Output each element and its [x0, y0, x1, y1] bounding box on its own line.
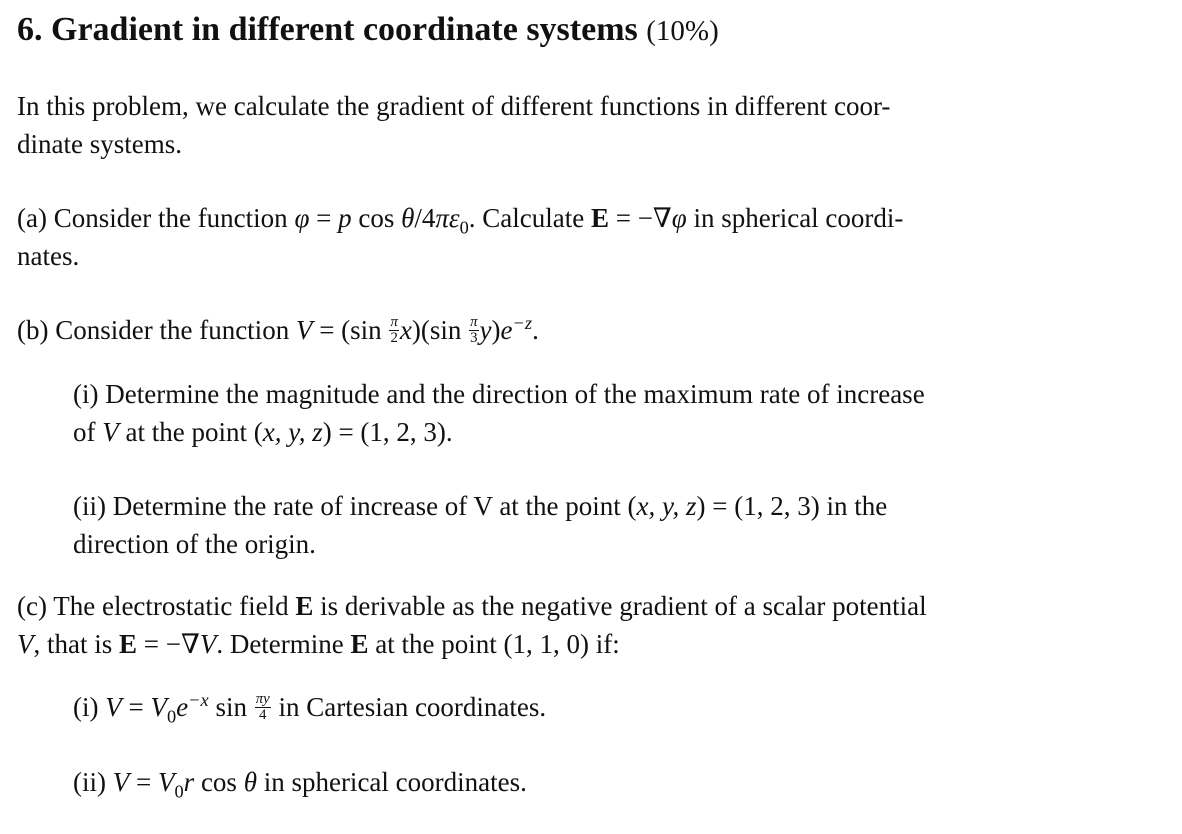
math-sin: sin: [208, 692, 254, 722]
math-V: V: [157, 767, 175, 797]
math-fraction: $\frac{\pi y}{4}$: [255, 691, 270, 724]
math-op: = −∇: [608, 203, 672, 233]
math-op: = −∇: [137, 629, 200, 659]
math-subscript: 0: [459, 217, 469, 238]
math-p: p: [338, 203, 352, 233]
part-b-line-1: [17, 313, 539, 348]
part-c-ii-line: [73, 765, 527, 802]
math-exponent: −z: [512, 313, 533, 333]
math-V: V: [102, 417, 119, 447]
part-a-line-2: nates.: [17, 241, 80, 271]
math-op: =: [121, 692, 151, 722]
part-c-ii-text: in spherical coordinates.: [256, 767, 527, 797]
problem-title: 6. Gradient in different coordinate systems: [17, 11, 638, 48]
part-c-i-text: in Cartesian coordinates.: [271, 692, 547, 722]
math-theta: θ: [243, 767, 257, 797]
part-a-text: in spherical coordi-: [686, 203, 904, 233]
math-op: .: [532, 315, 539, 345]
part-b-ii-line-2: direction of the origin.: [73, 529, 316, 559]
math-pi: π: [435, 203, 449, 233]
part-b-text: (b) Consider the function: [17, 315, 296, 345]
part-c-ii-text: (ii): [73, 767, 113, 797]
math-op: = (sin: [312, 315, 389, 345]
math-cos: cos: [194, 767, 244, 797]
math-r: r: [183, 767, 195, 797]
part-b-i-text: ) = (1, 2, 3).: [322, 417, 453, 447]
math-xyz: x, y, z: [636, 491, 697, 521]
part-b-ii-text: (ii) Determine the rate of increase of V at the point (: [73, 491, 637, 521]
part-b-ii-text: ) = (1, 2, 3) in the: [696, 491, 888, 521]
part-b-i-text: at the point (: [118, 417, 263, 447]
math-op: =: [309, 203, 339, 233]
part-c-i-line: [73, 690, 546, 725]
math-subscript: 0: [166, 706, 177, 727]
math-E-field: E: [295, 591, 314, 621]
intro-line-2: dinate systems.: [17, 129, 182, 159]
math-e: e: [176, 692, 189, 722]
math-y: y: [479, 315, 492, 345]
math-op: =: [129, 767, 158, 797]
math-op: )(sin: [411, 315, 469, 345]
intro-line-1: In this problem, we calculate the gradient of different functions in different coor-: [17, 91, 891, 121]
part-a-line-1: [17, 201, 904, 238]
math-exponent: −x: [188, 690, 209, 710]
math-E-field: E: [350, 629, 369, 659]
part-b-i-line-2: [73, 415, 453, 449]
math-theta: θ: [401, 203, 415, 233]
part-c-text: , that is: [33, 629, 119, 659]
math-V: V: [112, 767, 130, 797]
part-c-text: (c) The electrostatic field: [17, 591, 296, 621]
math-epsilon: ε: [448, 203, 460, 233]
math-E-field: E: [590, 203, 609, 233]
math-V: V: [199, 629, 217, 659]
math-V: V: [105, 692, 122, 722]
problem-heading: [17, 10, 719, 51]
math-fraction: $\frac{\pi}{3}$: [470, 314, 478, 347]
math-subscript: 0: [174, 781, 184, 802]
math-x: x: [399, 315, 412, 345]
math-e: e: [500, 315, 513, 345]
part-c-text: . Determine: [216, 629, 351, 659]
part-b-i-text: of: [73, 417, 103, 447]
part-c-line-2: [17, 627, 620, 661]
problem-weight: (10%): [646, 15, 719, 47]
math-xyz: x, y, z: [262, 417, 323, 447]
math-op: /4: [414, 203, 436, 233]
part-c-text: is derivable as the negative gradient of a scalar potential: [313, 591, 927, 621]
math-V: V: [17, 629, 34, 659]
math-fraction: $\frac{\pi}{2}$: [390, 314, 398, 347]
part-a-text: . Calculate: [468, 203, 591, 233]
part-c-text: at the point (1, 1, 0) if:: [368, 629, 620, 659]
part-b-i-line-1: (i) Determine the magnitude and the direction of the maximum rate of increase: [73, 379, 925, 409]
math-op: ): [491, 315, 501, 345]
part-c-i-text: (i): [73, 692, 106, 722]
part-b-ii-line-1: [73, 489, 887, 523]
math-E-field: E: [119, 629, 138, 659]
math-cos: cos: [351, 203, 402, 233]
math-V: V: [150, 692, 167, 722]
math-phi: φ: [671, 203, 687, 233]
math-phi: φ: [294, 203, 310, 233]
math-V: V: [295, 315, 313, 345]
part-a-text: (a) Consider the function: [17, 203, 295, 233]
part-c-line-1: [17, 589, 927, 623]
